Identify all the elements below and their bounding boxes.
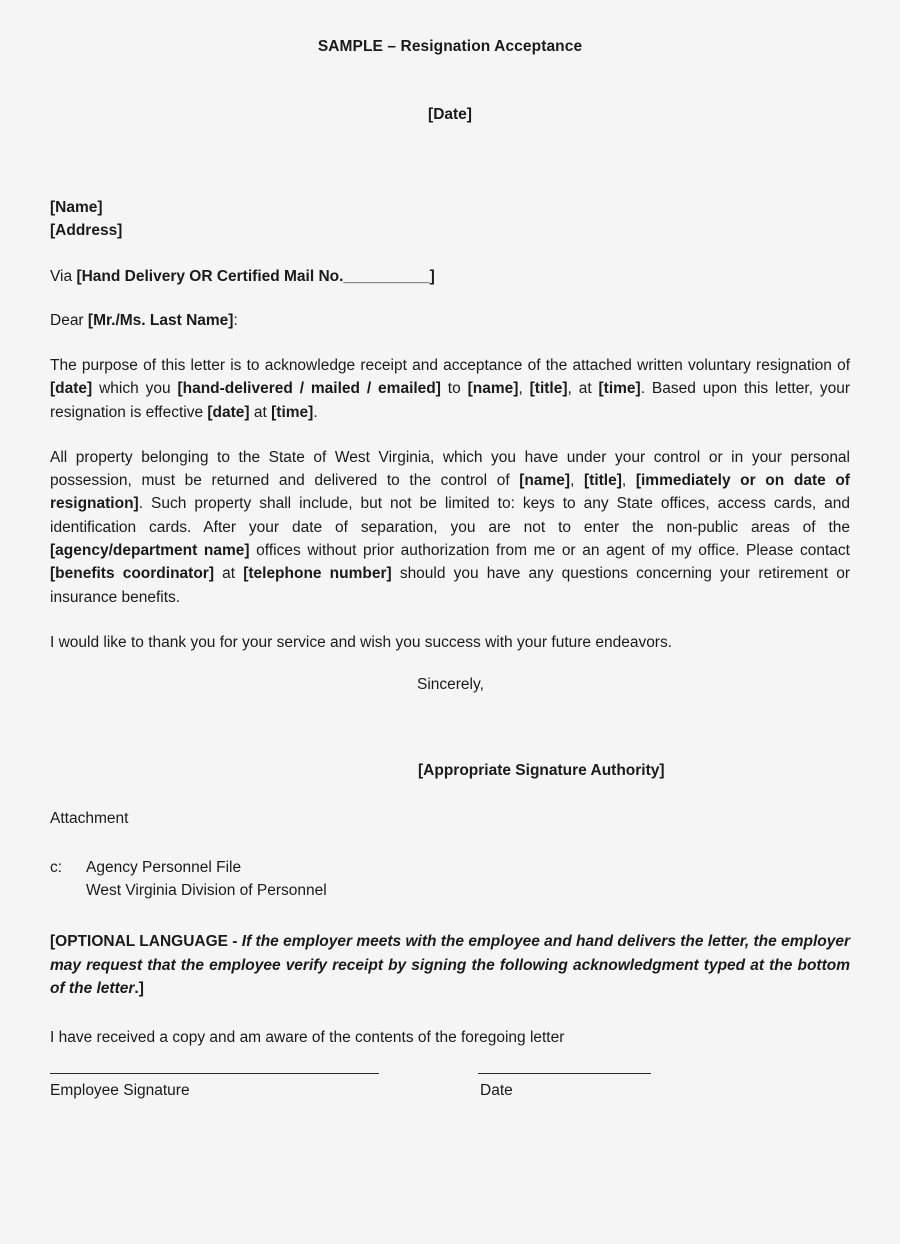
p1-title: [title] xyxy=(529,380,568,398)
date-signature-label: Date xyxy=(480,1081,513,1099)
p1-seg8: . xyxy=(313,403,318,421)
p2-title: [title] xyxy=(584,472,622,490)
paragraph-acceptance xyxy=(50,354,850,424)
date-placeholder: [Date] xyxy=(428,106,472,123)
employee-signature-label: Employee Signature xyxy=(50,1081,190,1099)
p1-date-1: [date] xyxy=(50,380,93,398)
via-prefix: Via xyxy=(50,268,77,285)
optional-language-head: [OPTIONAL LANGUAGE - xyxy=(50,933,242,951)
p1-name: [name] xyxy=(467,380,519,398)
p2-seg2: , xyxy=(570,472,584,490)
paragraph-thanks: I would like to thank you for your service and wish you success with your future endeavors. xyxy=(50,633,673,651)
salutation-line xyxy=(50,310,850,332)
p1-delivery-method: [hand-delivered / mailed / emailed] xyxy=(177,380,441,398)
p2-seg5: offices without prior authorization from me or an agent of my office. Please contact xyxy=(249,542,850,560)
p2-seg3: , xyxy=(621,472,636,490)
p2-seg7: should you have any questions concerning your retirement or insurance benefits. xyxy=(50,565,850,606)
closing-salutation: Sincerely, xyxy=(417,676,484,694)
acknowledgment-statement: I have received a copy and am aware of the contents of the foregoing letter xyxy=(50,1028,565,1046)
employee-signature-rule[interactable] xyxy=(50,1073,379,1074)
optional-language-italic: If the employer meets with the employee and hand delivers the letter, the employer may request that the employee verify receipt by signing the following acknowledgment typed at the bottom of the letter xyxy=(50,933,850,998)
p1-seg5: , at xyxy=(567,380,599,398)
delivery-method-line xyxy=(50,266,850,288)
p2-return-timing: [immediately or on date of resignation] xyxy=(50,472,850,513)
recipient-address: [Address] xyxy=(50,222,123,239)
p1-time-2: [time] xyxy=(271,403,314,421)
p1-date-2: [date] xyxy=(207,403,250,421)
p1-seg7: at xyxy=(249,403,272,421)
optional-language-tail: .] xyxy=(134,980,144,998)
p2-seg1: All property belonging to the State of West Virginia, which you have under your control or in your personal possession, must be returned and delivered to the control of xyxy=(50,448,850,490)
recipient-name: [Name] xyxy=(50,199,103,216)
p2-benefits-coordinator: [benefits coordinator] xyxy=(50,565,214,583)
via-value: [Hand Delivery OR Certified Mail No.__________] xyxy=(76,268,435,285)
signature-authority-placeholder: [Appropriate Signature Authority] xyxy=(418,762,665,780)
cc-label: c: xyxy=(50,859,63,877)
p1-seg4: , xyxy=(518,380,530,398)
cc-spacer xyxy=(50,879,86,902)
salutation-prefix: Dear xyxy=(50,312,88,329)
p2-seg4: . Such property shall include, but not be limited to: keys to any State offices, access cards, and identification cards. After your date of separation, you are not to enter the non-public areas of the xyxy=(50,495,850,536)
recipient-address-block xyxy=(50,196,850,242)
cc-row-second xyxy=(50,879,850,902)
p1-time-1: [time] xyxy=(598,380,641,398)
p2-seg6: at xyxy=(214,565,244,583)
cc-block xyxy=(50,856,850,902)
optional-language-block xyxy=(50,930,850,1001)
signature-fields-row xyxy=(50,1073,850,1119)
salutation-suffix: : xyxy=(233,312,238,329)
document-title: SAMPLE – Resignation Acceptance xyxy=(317,38,583,55)
cc-item-0: Agency Personnel File xyxy=(86,859,242,877)
attachment-label: Attachment xyxy=(50,810,129,828)
p1-seg6: . Based upon this letter, your resignation is effective xyxy=(50,380,850,421)
cc-item-1: West Virginia Division of Personnel xyxy=(86,882,327,900)
p2-telephone-number: [telephone number] xyxy=(243,565,392,583)
salutation-name: [Mr./Ms. Last Name] xyxy=(87,312,234,329)
p1-seg2: which you xyxy=(92,380,178,398)
p2-name: [name] xyxy=(519,472,571,490)
date-signature-rule[interactable] xyxy=(478,1073,651,1074)
p1-seg1: The purpose of this letter is to acknowledge receipt and acceptance of the attached written voluntary resignation of xyxy=(50,357,850,374)
paragraph-property-return xyxy=(50,446,850,609)
p1-seg3: to xyxy=(440,380,468,398)
cc-row-first xyxy=(50,856,850,879)
p2-agency-name: [agency/department name] xyxy=(50,542,250,560)
